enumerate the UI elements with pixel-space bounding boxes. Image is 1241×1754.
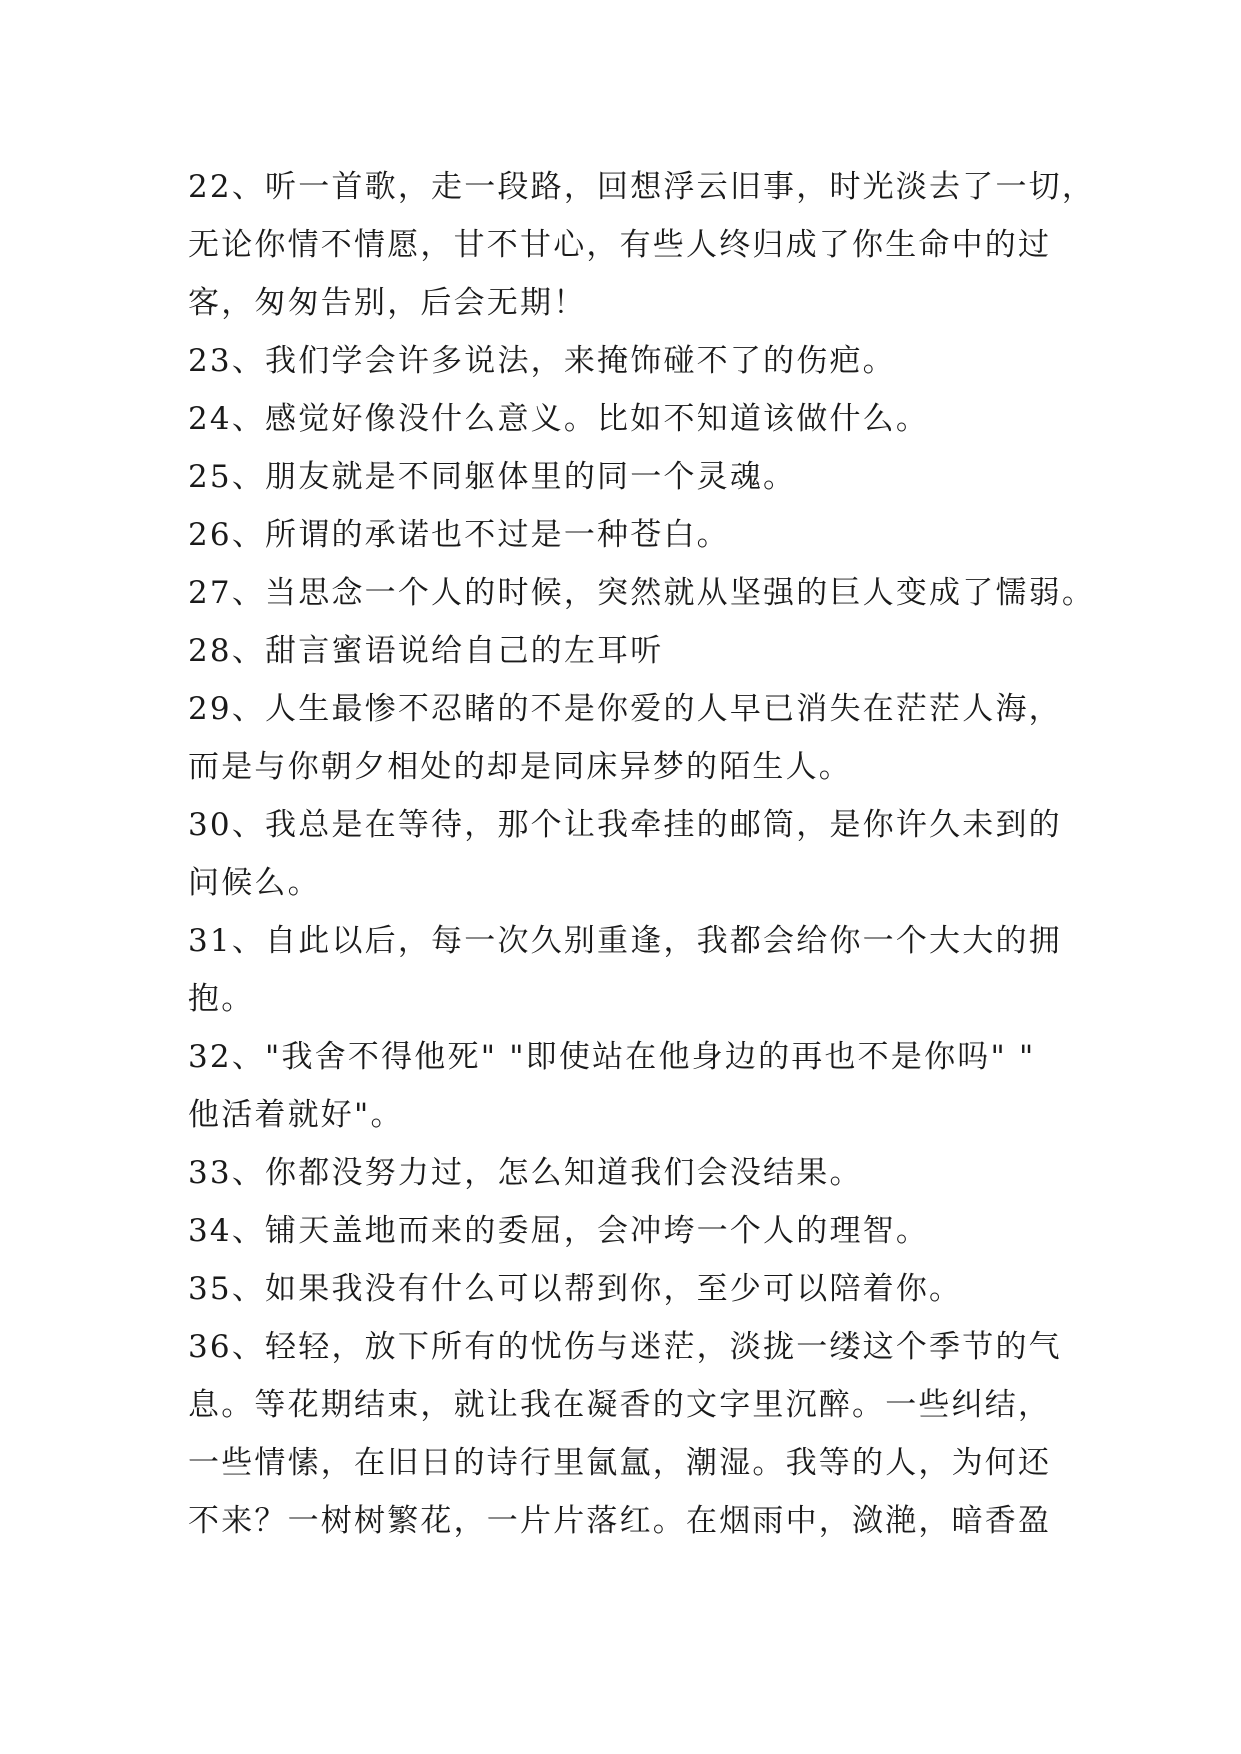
text-line: 25、朋友就是不同躯体里的同一个灵魂。: [188, 459, 797, 495]
text-line: 22、听一首歌，走一段路，回想浮云旧事，时光淡去了一切，: [188, 169, 1096, 205]
text-line: 他活着就好"。: [188, 1097, 404, 1133]
text-line: 28、甜言蜜语说给自己的左耳听: [188, 633, 664, 669]
text-line: 34、铺天盖地而来的委屈，会冲垮一个人的理智。: [188, 1213, 930, 1249]
text-line: 27、当思念一个人的时候，突然就从坚强的巨人变成了懦弱。: [188, 575, 1096, 611]
text-line: 23、我们学会许多说法，来掩饰碰不了的伤疤。: [188, 343, 896, 379]
document-body: [188, 158, 1096, 1550]
text-line: 29、人生最惨不忍睹的不是你爱的人早已消失在茫茫人海，: [188, 691, 1062, 727]
text-line: 而是与你朝夕相处的却是同床异梦的陌生人。: [188, 749, 852, 785]
text-line: 一些情愫，在旧日的诗行里氤氲，潮湿。我等的人，为何还: [188, 1445, 1052, 1481]
text-line: 无论你情不情愿，甘不甘心，有些人终归成了你生命中的过: [188, 227, 1052, 263]
text-line: 30、我总是在等待，那个让我牵挂的邮筒，是你许久未到的: [188, 807, 1062, 843]
text-line: 24、感觉好像没什么意义。比如不知道该做什么。: [188, 401, 930, 437]
text-line: 息。等花期结束，就让我在凝香的文字里沉醉。一些纠结，: [188, 1387, 1052, 1423]
text-line: 问候么。: [188, 865, 321, 901]
text-line: 不来？一树树繁花，一片片落红。在烟雨中，潋滟，暗香盈: [188, 1503, 1052, 1539]
text-line: 35、如果我没有什么可以帮到你，至少可以陪着你。: [188, 1271, 963, 1307]
text-line: 客，匆匆告别，后会无期！: [188, 285, 587, 321]
text-line: 31、自此以后，每一次久别重逢，我都会给你一个大大的拥: [188, 923, 1062, 959]
text-line: 33、你都没努力过，怎么知道我们会没结果。: [188, 1155, 863, 1191]
text-line: 36、轻轻，放下所有的忧伤与迷茫，淡拢一缕这个季节的气: [188, 1329, 1062, 1365]
text-line: 32、"我舍不得他死" "即使站在他身边的再也不是你吗" ": [188, 1039, 1036, 1075]
text-line: 抱。: [188, 981, 255, 1017]
text-line: 26、所谓的承诺也不过是一种苍白。: [188, 517, 730, 553]
